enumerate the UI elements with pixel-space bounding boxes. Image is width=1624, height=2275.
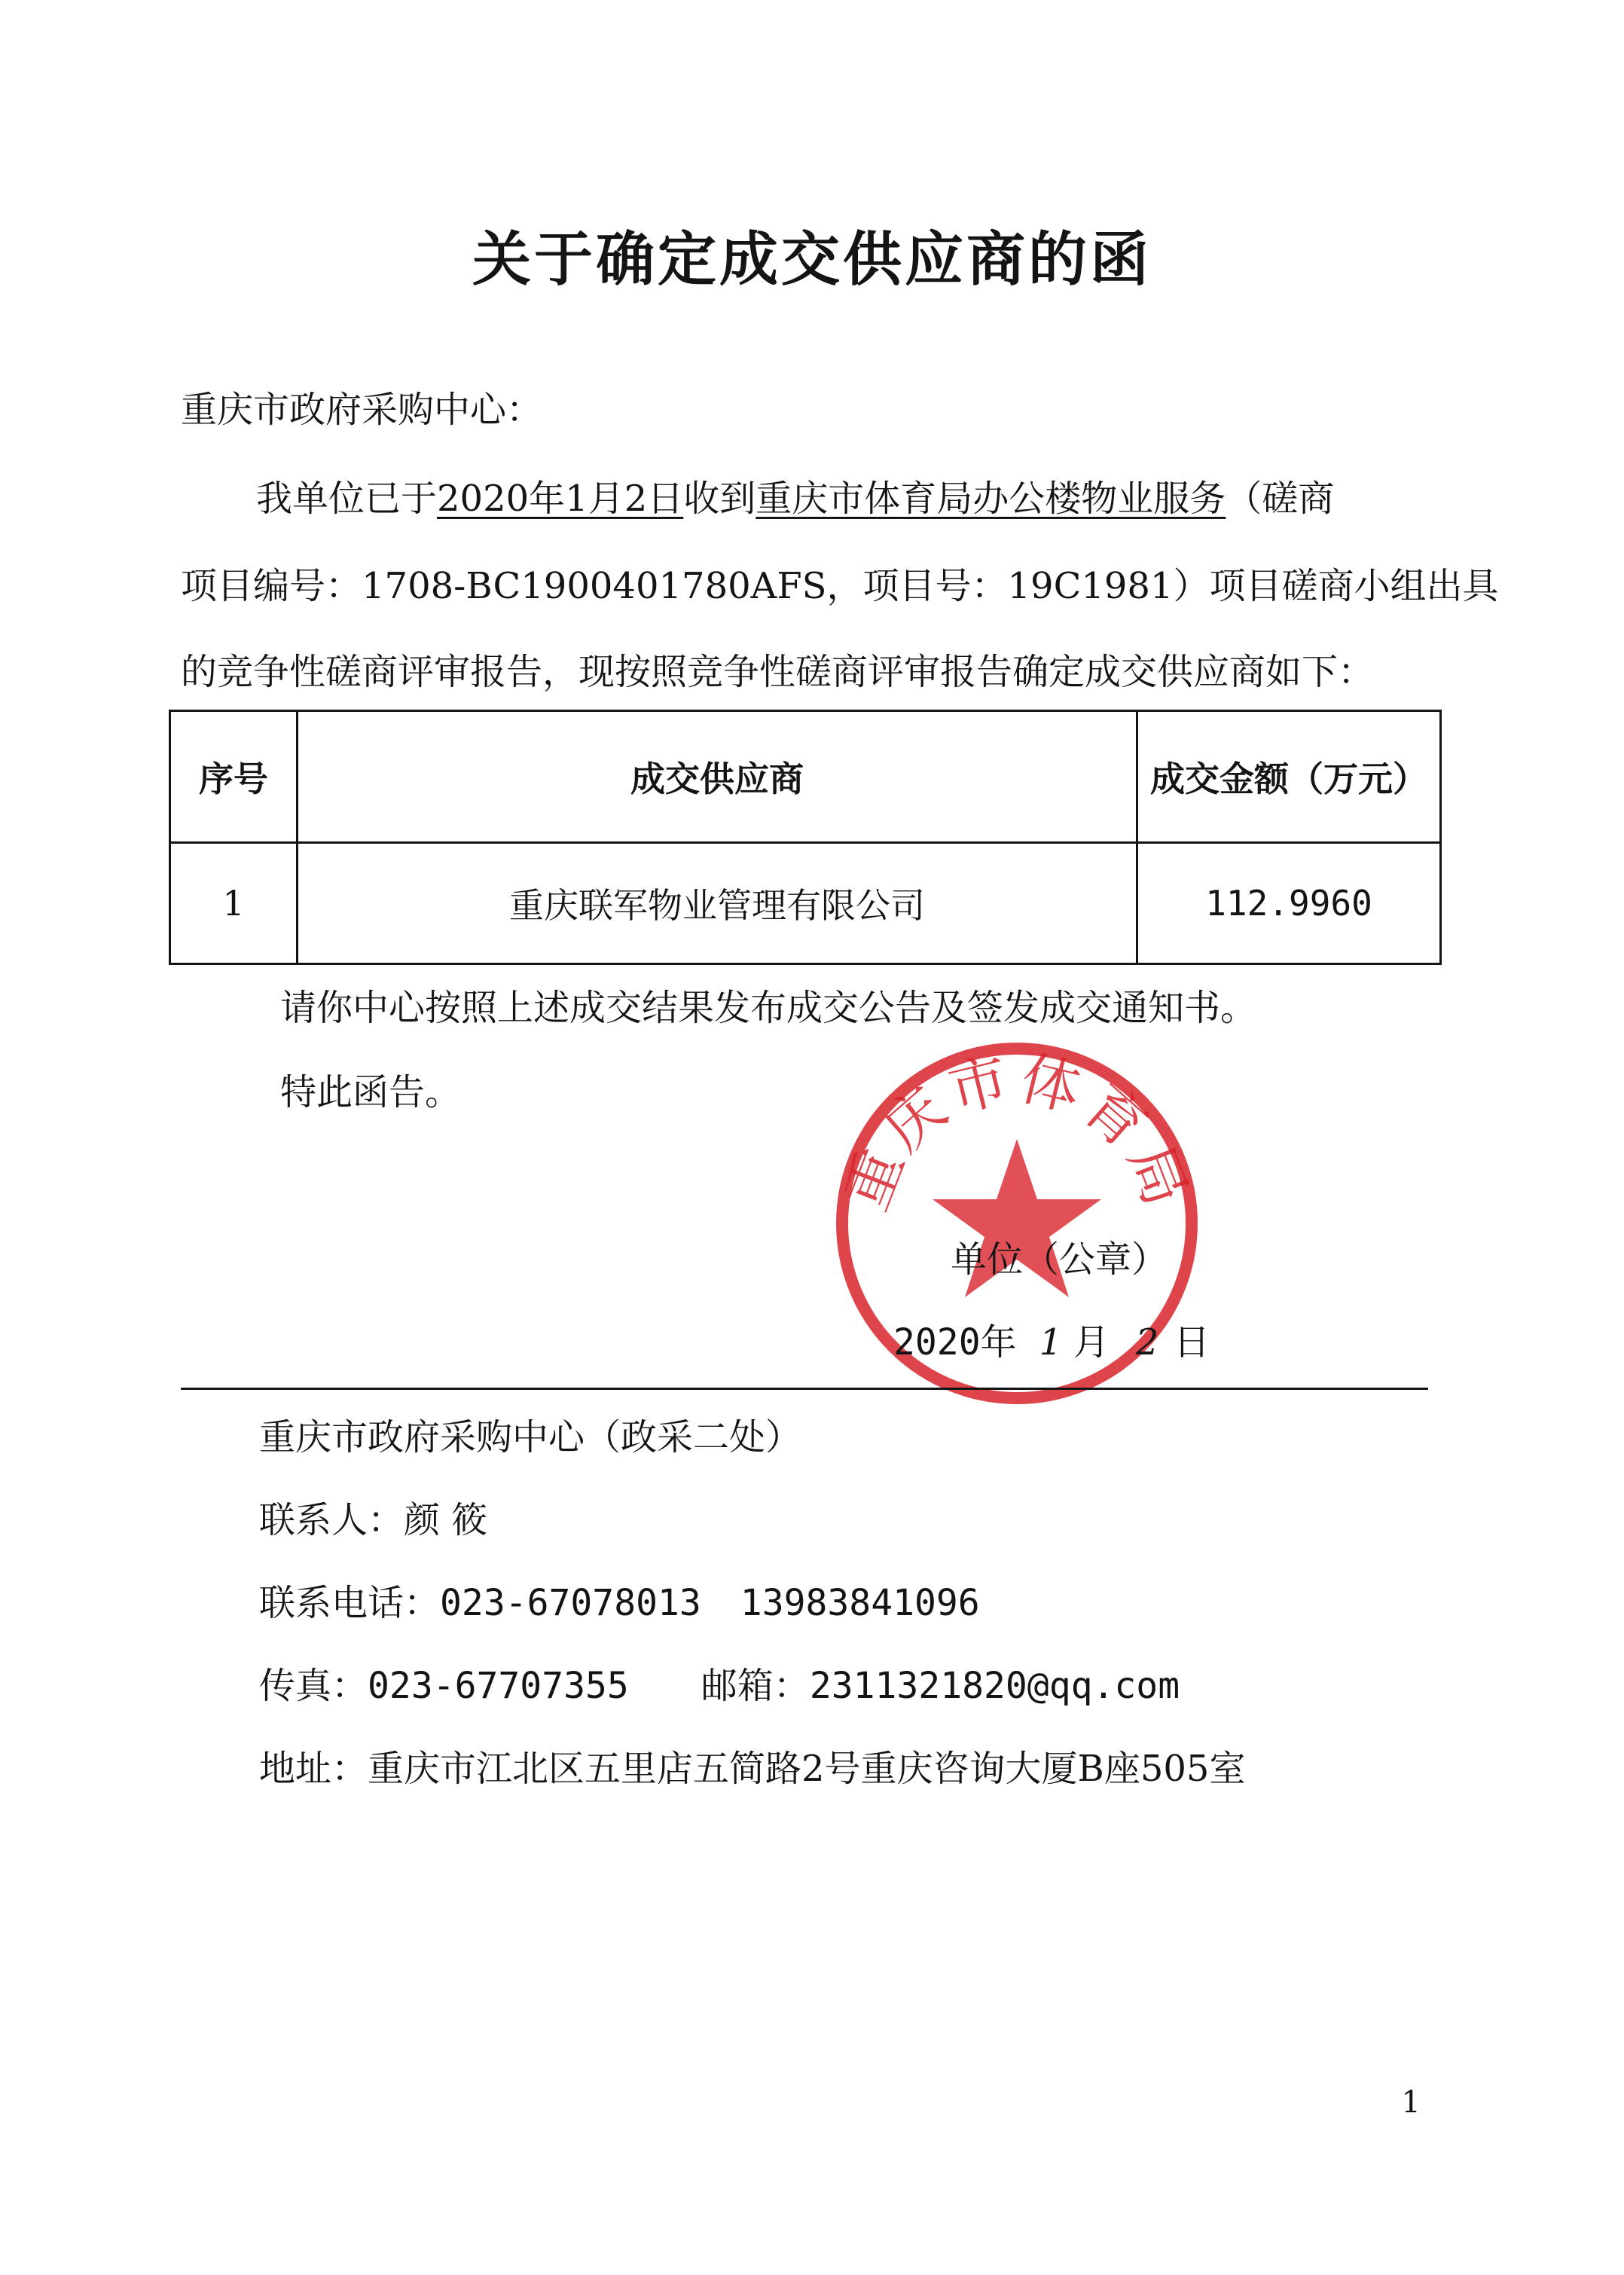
contact-email: 2311321820@qq.com [809,1665,1180,1707]
contact-email-label: 邮箱： [701,1665,810,1707]
contact-fax-line [259,1663,1180,1709]
svg-text:重庆市体育局: 重庆市体育局 [832,1044,1201,1220]
divider-line [181,1388,1428,1390]
contact-phone-label: 联系电话： [259,1582,441,1624]
contact-address-line [259,1746,1245,1791]
closing-text: 特此函告。 [280,1071,462,1113]
contact-person-label: 联系人： [259,1499,404,1541]
header-supplier: 成交供应商 [298,711,1137,843]
addressee: 重庆市政府采购中心： [181,389,543,431]
project-name: 重庆市体育局办公楼物业服务 [756,478,1226,520]
contact-phone-1: 023-67078013 [440,1582,701,1624]
signature-date [893,1320,1210,1365]
signature-month: 1 [1039,1321,1063,1363]
contact-address: 重庆市江北区五里店五简路2号重庆咨询大厦B座505室 [368,1748,1246,1790]
contact-fax-label: 传真： [259,1665,368,1707]
signature-unit-label: 单位（公章） [951,1238,1168,1281]
table-header-row [170,711,1441,843]
header-index: 序号 [170,711,298,843]
contact-fax: 023-67707355 [368,1665,629,1707]
year-char: 年 [980,1321,1017,1363]
body-paragraph-line-3: 的竞争性磋商评审报告，现按照竞争性磋商评审报告确定成交供应商如下： [181,651,1375,693]
contact-address-label: 地址： [259,1748,368,1790]
document-title: 关于确定成交供应商的函 [472,226,1152,294]
cell-amount: 112.9960 [1137,843,1441,964]
contact-phone-2: 13983841096 [740,1582,980,1624]
cell-index: 1 [170,843,298,964]
body-paragraph-line-2: 项目编号：1708-BC1900401780AFS，项目号：19C1981）项目磋商小组出具 [181,565,1499,607]
month-char: 月 [1073,1321,1110,1363]
signature-day: 2 [1135,1321,1159,1363]
contact-person-line [259,1498,487,1543]
contact-org: 重庆市政府采购中心（政采二处） [259,1416,802,1458]
signature-year: 2020 [893,1321,981,1363]
cell-supplier: 重庆联军物业管理有限公司 [298,843,1137,964]
header-amount: 成交金额（万元） [1137,711,1441,843]
body-text: （磋商 [1226,478,1335,520]
award-table [169,710,1442,965]
contact-phone-line [259,1580,980,1626]
body-text: 我单位已于 [256,478,438,520]
receipt-date: 2020年1月2日 [437,478,684,520]
page-number: 1 [1401,2085,1421,2120]
contact-person: 颜 筱 [404,1499,488,1541]
body-paragraph-line-1 [256,476,1334,521]
body-text: 收到 [683,478,756,520]
request-text: 请你中心按照上述成交结果发布成交公告及签发成交通知书。 [280,987,1257,1029]
day-char: 日 [1174,1321,1210,1363]
table-row [170,843,1441,964]
